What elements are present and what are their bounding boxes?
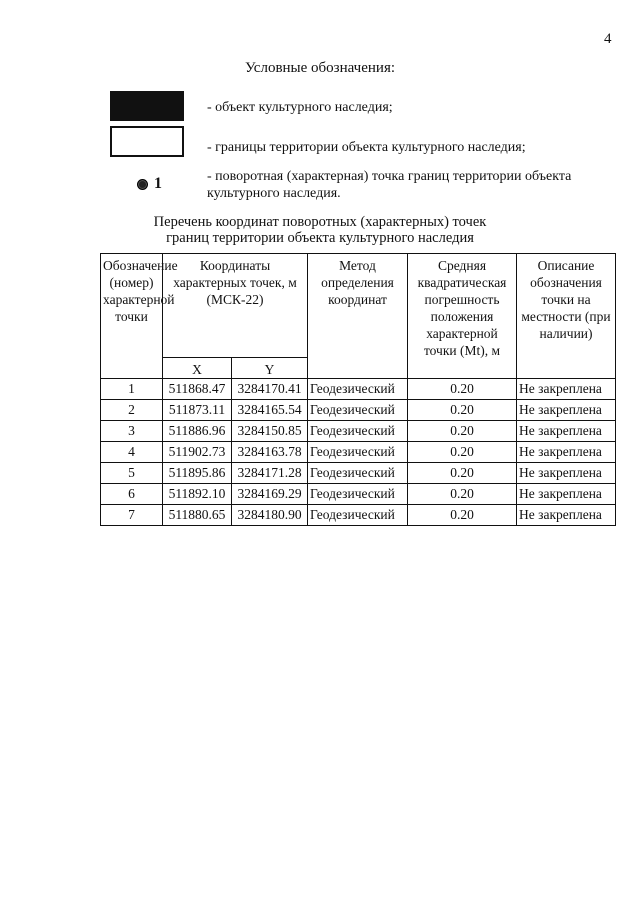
cell-description: Не закреплена <box>517 421 616 442</box>
legend-item-turning-point: - поворотная (характерная) точка границ территории объекта культурного наследия. <box>207 169 572 201</box>
page-number: 4 <box>604 31 612 47</box>
cell-description: Не закреплена <box>517 379 616 400</box>
table-row <box>101 442 616 463</box>
cell-x: 511868.47 <box>163 379 232 400</box>
header-description: Описание обозначения точки на местности (при наличии) <box>517 254 616 379</box>
cell-method: Геодезический <box>308 442 408 463</box>
legend-item-heritage-object: - объект культурного наследия; <box>207 100 393 115</box>
cell-point-number: 5 <box>101 463 163 484</box>
cell-x: 511892.10 <box>163 484 232 505</box>
legend-swatch-heritage-object <box>110 91 184 121</box>
table-title-line1: Перечень координат поворотных (характерных) точек <box>153 214 487 230</box>
cell-point-number: 4 <box>101 442 163 463</box>
cell-x: 511895.86 <box>163 463 232 484</box>
table-row <box>101 484 616 505</box>
cell-x: 511880.65 <box>163 505 232 526</box>
cell-description: Не закреплена <box>517 442 616 463</box>
cell-y: 3284169.29 <box>232 484 308 505</box>
header-method: Метод определения координат <box>308 254 408 379</box>
cell-description: Не закреплена <box>517 400 616 421</box>
cell-y: 3284180.90 <box>232 505 308 526</box>
cell-x: 511902.73 <box>163 442 232 463</box>
cell-error: 0.20 <box>408 505 517 526</box>
cell-method: Геодезический <box>308 484 408 505</box>
cell-point-number: 3 <box>101 421 163 442</box>
header-error: Средняя квадратическая погрешность положения характерной точки (Mt), м <box>408 254 517 379</box>
cell-y: 3284163.78 <box>232 442 308 463</box>
cell-description: Не закреплена <box>517 505 616 526</box>
cell-method: Геодезический <box>308 463 408 484</box>
table-row <box>101 379 616 400</box>
cell-point-number: 1 <box>101 379 163 400</box>
cell-error: 0.20 <box>408 463 517 484</box>
table-title <box>0 214 640 246</box>
cell-x: 511873.11 <box>163 400 232 421</box>
cell-y: 3284150.85 <box>232 421 308 442</box>
legend-point-marker <box>137 175 162 193</box>
cell-description: Не закреплена <box>517 484 616 505</box>
coordinates-table <box>100 253 616 526</box>
table-row <box>101 505 616 526</box>
table-title-line2: границ территории объекта культурного наследия <box>166 230 474 246</box>
header-number: Обозначение (номер) характерной точки <box>101 254 163 379</box>
cell-error: 0.20 <box>408 421 517 442</box>
cell-y: 3284170.41 <box>232 379 308 400</box>
table-row <box>101 400 616 421</box>
cell-point-number: 6 <box>101 484 163 505</box>
cell-x: 511886.96 <box>163 421 232 442</box>
header-coordinates: Координаты характерных точек, м (МСК-22) <box>163 254 308 358</box>
cell-y: 3284171.28 <box>232 463 308 484</box>
cell-method: Геодезический <box>308 421 408 442</box>
cell-point-number: 2 <box>101 400 163 421</box>
cell-y: 3284165.54 <box>232 400 308 421</box>
cell-error: 0.20 <box>408 400 517 421</box>
legend-point-label: 1 <box>154 175 162 192</box>
cell-point-number: 7 <box>101 505 163 526</box>
header-x: X <box>163 358 232 379</box>
cell-description: Не закреплена <box>517 463 616 484</box>
cell-error: 0.20 <box>408 379 517 400</box>
cell-method: Геодезический <box>308 400 408 421</box>
legend-title: Условные обозначения: <box>244 60 396 76</box>
point-dot-icon <box>137 179 148 190</box>
header-y: Y <box>232 358 308 379</box>
cell-method: Геодезический <box>308 379 408 400</box>
table-row <box>101 421 616 442</box>
cell-method: Геодезический <box>308 505 408 526</box>
cell-error: 0.20 <box>408 442 517 463</box>
legend-swatch-territory-boundary <box>110 126 184 157</box>
cell-error: 0.20 <box>408 484 517 505</box>
legend-item-territory-boundary: - границы территории объекта культурного наследия; <box>207 140 526 155</box>
table-row <box>101 463 616 484</box>
